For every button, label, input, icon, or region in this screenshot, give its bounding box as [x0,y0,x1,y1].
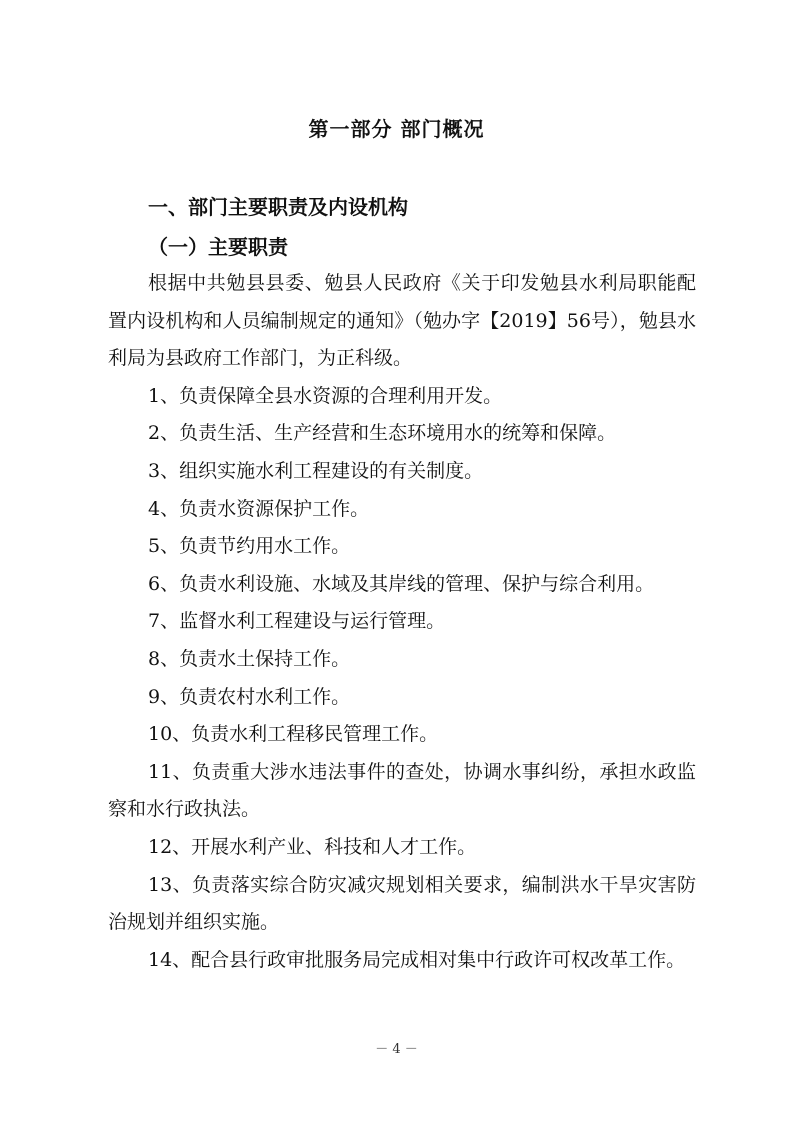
page-number: － 4 － [375,1042,418,1057]
body-text [108,265,696,979]
section-heading: 一、部门主要职责及内设机构 [148,195,408,219]
duty-item: 5、负责节约用水工作。 [148,535,351,558]
duty-item: 6、负责水利设施、水域及其岸线的管理、保护与综合利用。 [148,572,655,595]
duty-item: 9、负责农村水利工作。 [148,685,351,708]
intro-paragraph: 根据中共勉县县委、勉县人民政府《关于印发勉县水利局职能配置内设机构和人员编制规定的通知》（勉办字【2019】56号），勉县水利局为县政府工作部门，为正科级。 [108,272,696,370]
duty-item: 14、配合县行政审批服务局完成相对集中行政许可权改革工作。 [148,948,686,971]
duty-item: 8、负责水土保持工作。 [148,647,351,670]
duty-item: 7、监督水利工程建设与运行管理。 [148,610,446,633]
duty-item: 11、负责重大涉水违法事件的查处，协调水事纠纷，承担水政监察和水行政执法。 [108,760,696,821]
duty-item: 10、负责水利工程移民管理工作。 [148,723,439,746]
duty-item: 3、组织实施水利工程建设的有关制度。 [148,459,484,482]
sub-heading: （一）主要职责 [148,235,288,259]
duty-item: 4、负责水资源保护工作。 [148,497,370,520]
part-title: 第一部分 部门概况 [308,117,485,141]
duty-item: 1、负责保障全县水资源的合理利用开发。 [148,384,503,407]
duty-item: 2、负责生活、生产经营和生态环境用水的统筹和保障。 [148,422,617,445]
duty-item: 13、负责落实综合防灾减灾规划相关要求，编制洪水干旱灾害防治规划并组织实施。 [108,873,696,934]
duty-item: 12、开展水利产业、科技和人才工作。 [148,835,477,858]
